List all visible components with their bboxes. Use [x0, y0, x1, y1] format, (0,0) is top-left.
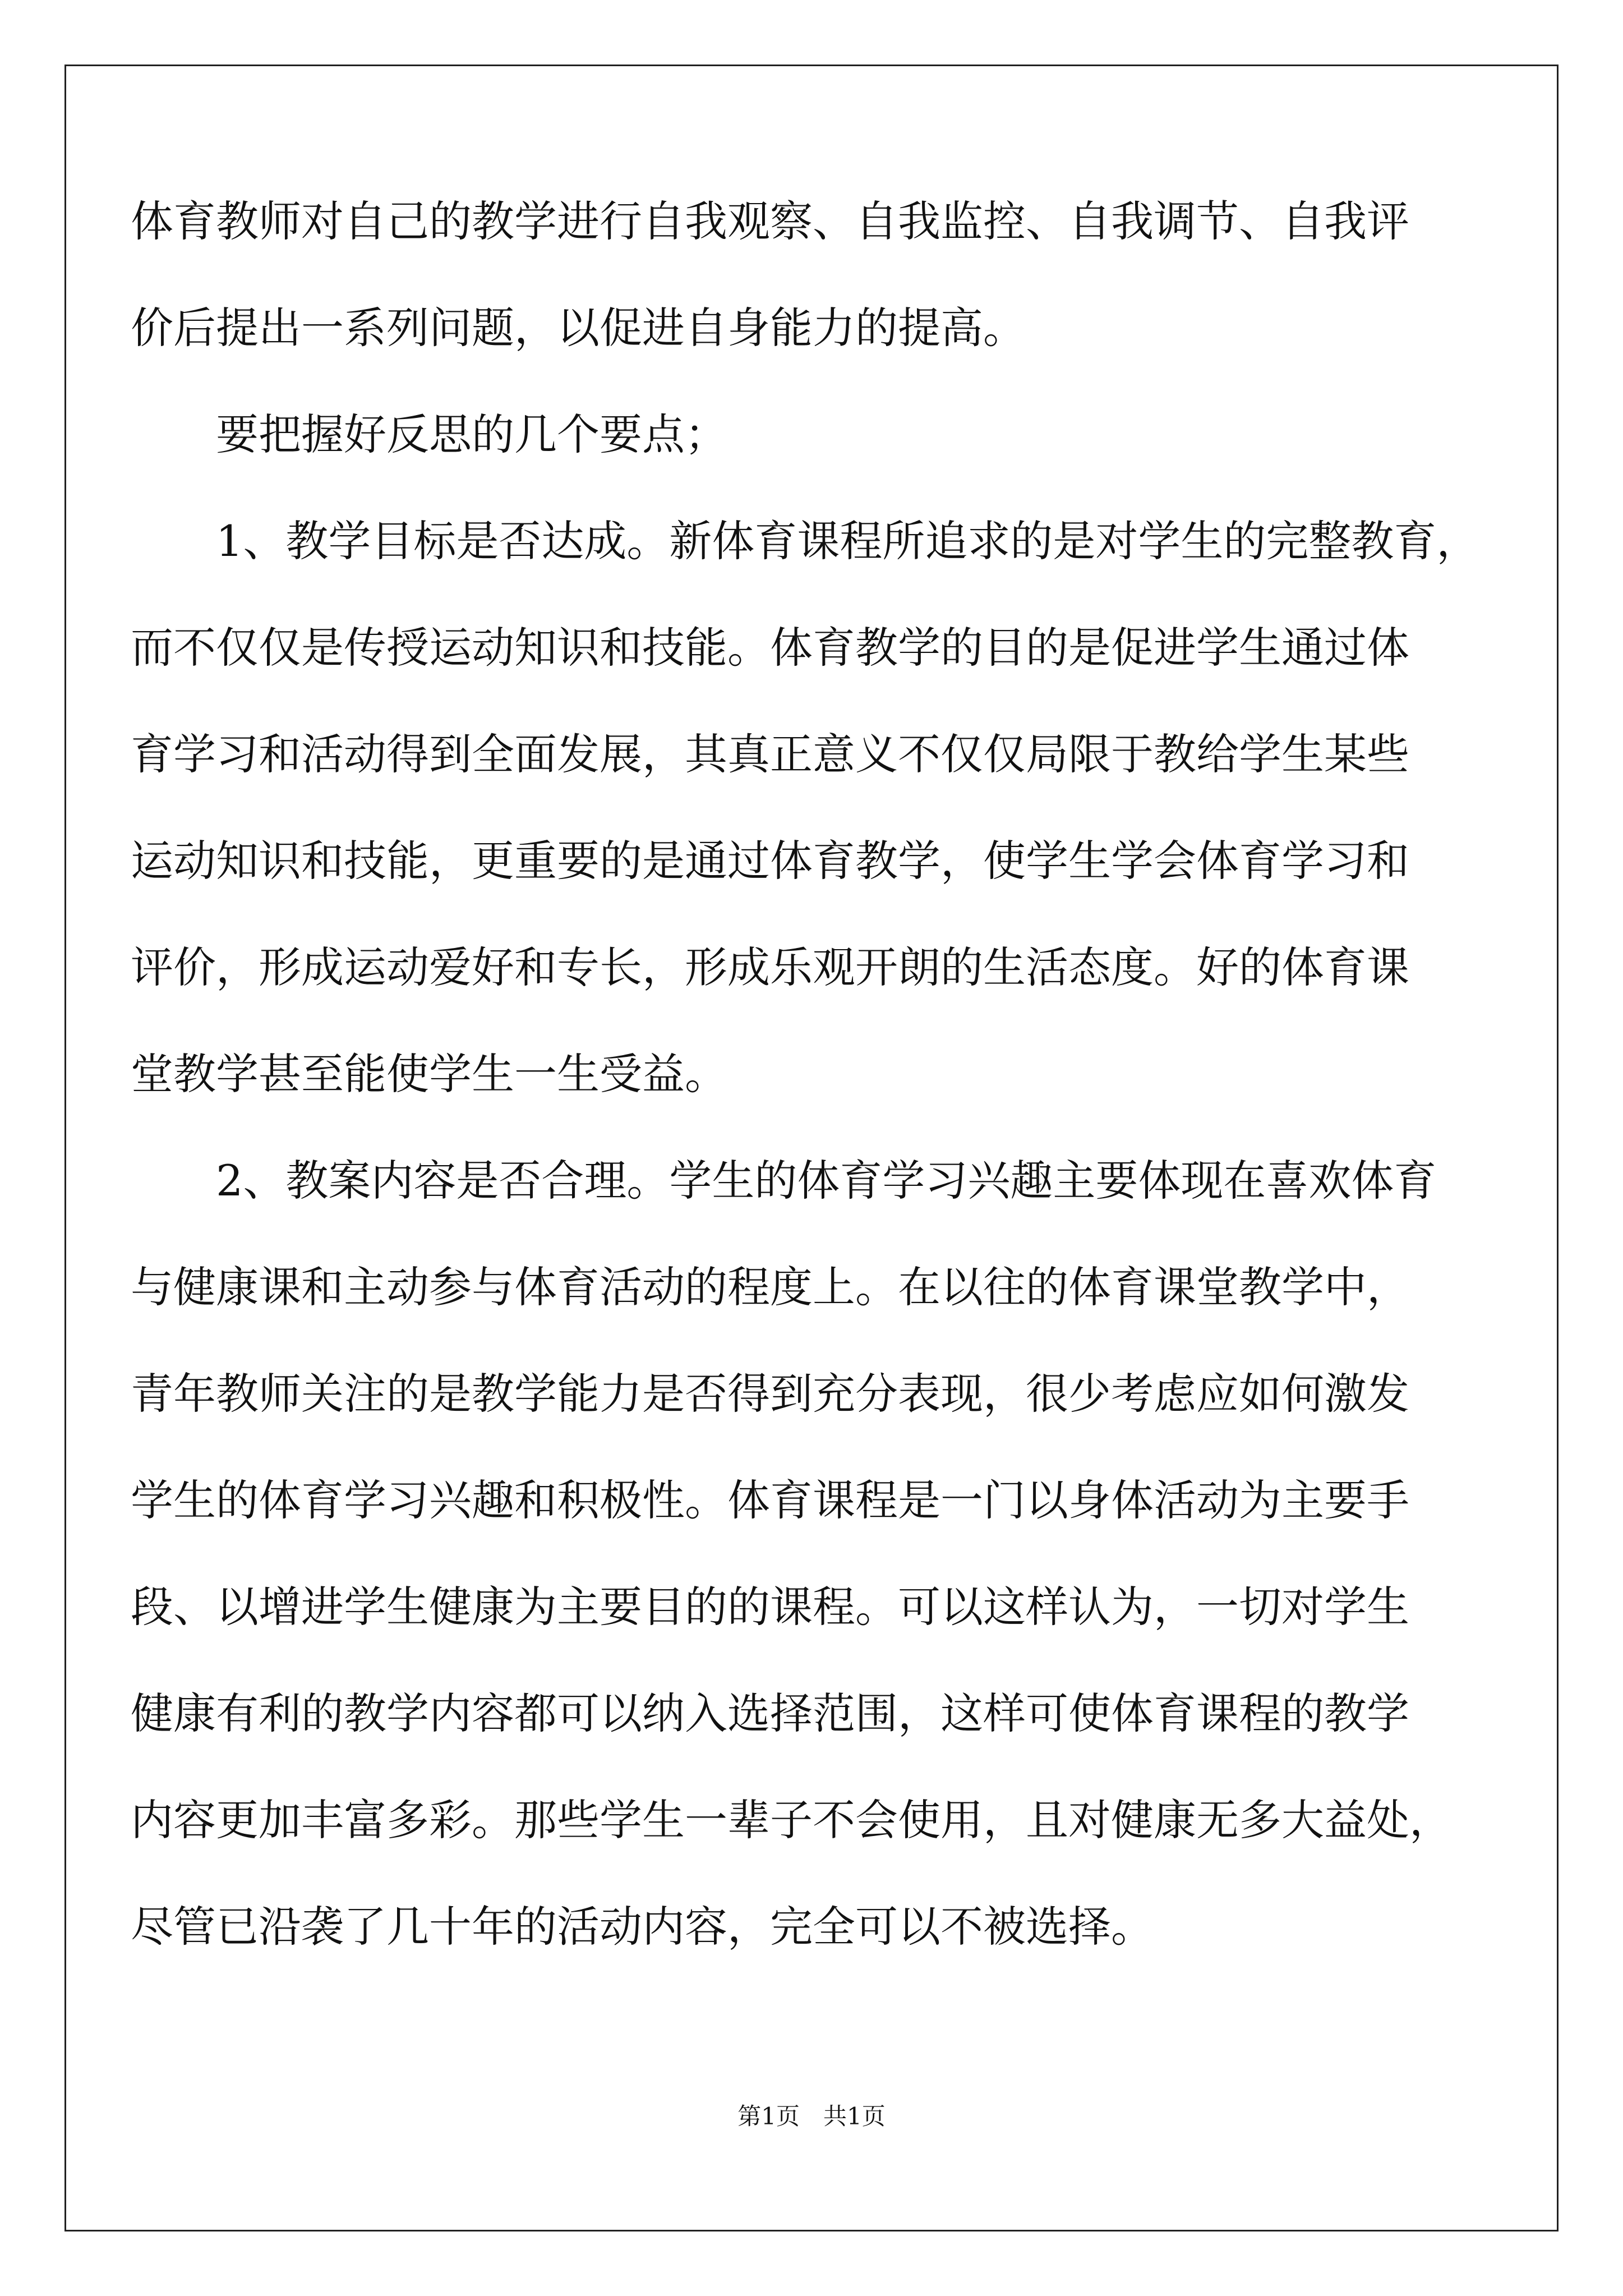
text-line: 而不仅仅是传授运动知识和技能。体育教学的目的是促进学生通过体: [131, 623, 1409, 673]
text-line: 堂教学甚至能使学生一生受益。: [131, 1049, 727, 1099]
text-line: 内容更加丰富多彩。那些学生一辈子不会使用，且对健康无多大益处，: [131, 1795, 1452, 1845]
text-line: 段、以增进学生健康为主要目的的课程。可以这样认为，一切对学生: [131, 1582, 1409, 1632]
text-line: 2、教案内容是否合理。学生的体育学习兴趣主要体现在喜欢体育: [216, 1156, 1437, 1205]
text-line: 价后提出一系列问题，以促进自身能力的提高。: [131, 303, 1026, 353]
text-line: 与健康课和主动参与体育活动的程度上。在以往的体育课堂教学中，: [131, 1262, 1409, 1312]
text-line: 体育教师对自己的教学进行自我观察、自我监控、自我调节、自我评: [131, 196, 1409, 246]
paragraph-heading: 要把握好反思的几个要点；: [216, 409, 727, 459]
text-line: 育学习和活动得到全面发展，其真正意义不仅仅局限于教给学生某些: [131, 729, 1409, 779]
text-line: 评价，形成运动爱好和专长，形成乐观开朗的生活态度。好的体育课: [131, 942, 1409, 992]
text-line: 运动知识和技能，更重要的是通过体育教学，使学生学会体育学习和: [131, 836, 1409, 886]
text-line: 健康有利的教学内容都可以纳入选择范围，这样可使体育课程的教学: [131, 1688, 1409, 1738]
text-line: 尽管已沿袭了几十年的活动内容，完全可以不被选择。: [131, 1902, 1154, 1952]
document-body: [131, 168, 1499, 1980]
text-line: 1、教学目标是否达成。新体育课程所追求的是对学生的完整教育，: [216, 516, 1479, 566]
text-line: 青年教师关注的是教学能力是否得到充分表现，很少考虑应如何激发: [131, 1369, 1409, 1419]
page-number-footer: 第1页 共1页: [737, 2102, 886, 2130]
text-line: 学生的体育学习兴趣和积极性。体育课程是一门以身体活动为主要手: [131, 1475, 1409, 1525]
